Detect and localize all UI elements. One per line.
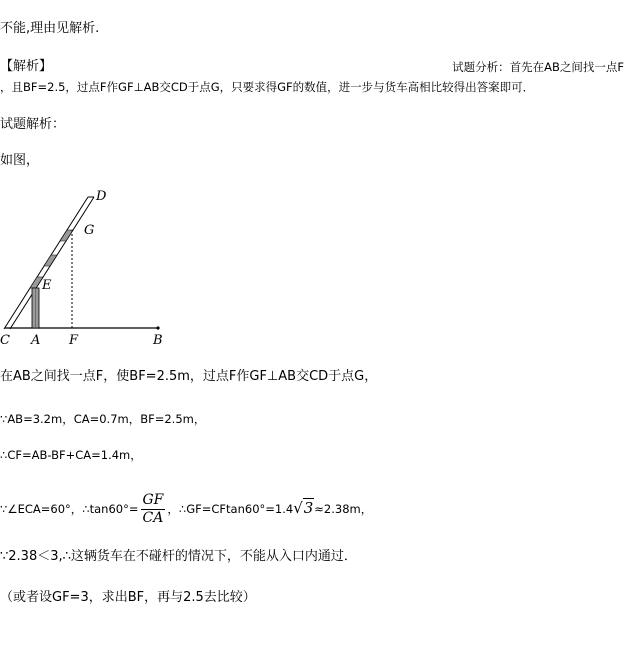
analysis-summary-continued: ，且BF=2.5，过点F作GF⊥AB交CD于点G，只要求得GF的数值，进一步与货车高相比较得出答案即可． — [0, 80, 535, 94]
point-b-dot — [156, 326, 159, 329]
as-figure-text: 如图， — [0, 153, 40, 168]
fraction-gf-over-ca — [141, 492, 166, 527]
fraction-numerator: GF — [142, 492, 164, 508]
label-a: A — [31, 333, 41, 348]
step-2: ∵AB=3.2m，CA=0.7m，BF=2.5m， — [0, 412, 206, 426]
label-b: B — [153, 333, 163, 348]
label-g: G — [84, 223, 95, 238]
step-4 — [0, 490, 372, 527]
analysis-tag: 【解析】 — [0, 59, 53, 74]
step-6: （或者设GF=3，求出BF，再与2.5去比较） — [0, 590, 256, 605]
analysis-summary-start: 试题分析：首先在AB之间找一点F — [452, 60, 624, 74]
step-4-part2: ，∴GF=CFtan60°=1.4 — [167, 502, 294, 516]
label-f: F — [69, 333, 79, 348]
step-4-part3: ≈2.38m， — [314, 502, 373, 516]
sqrt-3: √3 — [293, 499, 314, 517]
bar-stripe-1 — [60, 230, 73, 241]
geometry-figure — [0, 188, 175, 348]
label-e: E — [42, 278, 52, 293]
answer-text: 不能,理由见解析. — [0, 21, 100, 36]
fraction-denominator: CA — [142, 510, 164, 526]
bar-stripe-2 — [44, 255, 57, 266]
label-c: C — [0, 333, 10, 348]
step-4-part1: ∵∠ECA=60°，∴tan60°= — [0, 502, 139, 516]
solution-heading: 试题解析： — [0, 117, 66, 132]
step-1: 在AB之间找一点F，使BF=2.5m，过点F作GF⊥AB交CD于点G， — [0, 369, 378, 384]
sqrt-radicand: 3 — [303, 499, 314, 517]
step-3: ∴CF=AB-BF+CA=1.4m， — [0, 448, 142, 462]
step-5: ∵2.38＜3,∴这辆货车在不碰杆的情况下，不能从入口内通过． — [0, 549, 357, 564]
label-d: D — [96, 189, 107, 204]
